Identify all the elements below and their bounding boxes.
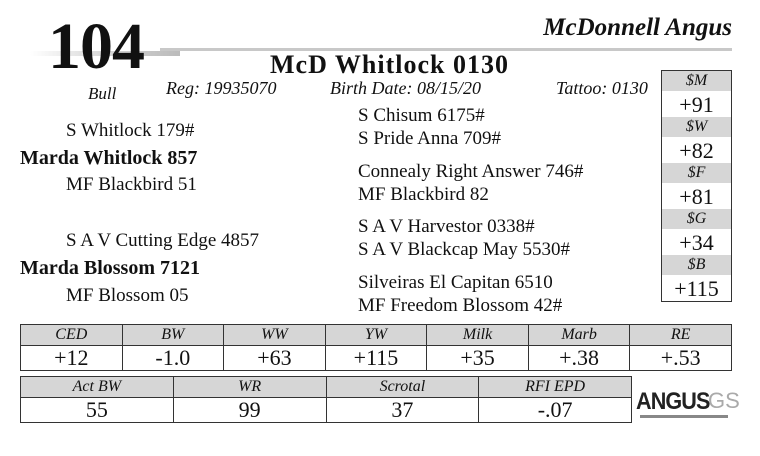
dam-dam: MF Blossom 05 <box>66 285 189 306</box>
perf-value-rfi-epd: -.07 <box>479 398 632 423</box>
epd-value-re: +.53 <box>630 346 732 371</box>
epd-label-milk: Milk <box>427 325 529 346</box>
epd-value-milk: +35 <box>427 346 529 371</box>
epd-table <box>20 324 732 371</box>
perf-label-wr: WR <box>173 377 326 398</box>
epd-value-bw: -1.0 <box>122 346 224 371</box>
perf-label-act-bw: Act BW <box>21 377 174 398</box>
epd-label-re: RE <box>630 325 732 346</box>
dam-sire: S A V Cutting Edge 4857 <box>66 230 260 251</box>
dollar-value-w: +82 <box>679 138 714 163</box>
sire-sire: S Whitlock 179# <box>66 120 195 141</box>
tattoo: Tattoo: 0130 <box>556 78 648 98</box>
ped-right-4: MF Blackbird 82 <box>358 184 489 205</box>
animal-name: McD Whitlock 0130 <box>270 50 509 79</box>
epd-value-ced: +12 <box>21 346 123 371</box>
performance-header-row <box>21 377 632 398</box>
farm-name: McDonnell Angus <box>543 14 732 41</box>
epd-value-ww: +63 <box>224 346 326 371</box>
epd-label-ced: CED <box>21 325 123 346</box>
perf-value-wr: 99 <box>173 398 326 423</box>
dollar-value-b: +115 <box>674 276 719 301</box>
dollar-value-f: +81 <box>679 184 714 209</box>
perf-value-scrotal: 37 <box>326 398 479 423</box>
dollar-value-g: +34 <box>679 230 714 255</box>
epd-label-ww: WW <box>224 325 326 346</box>
sex-label: Bull <box>88 84 117 103</box>
dollar-label-m: $M <box>662 71 731 91</box>
dam: Marda Blossom 7121 <box>20 257 200 279</box>
performance-value-row <box>21 398 632 423</box>
performance-table <box>20 376 632 423</box>
ped-right-5: S A V Harvestor 0338# <box>358 216 535 237</box>
dollar-value-m: +91 <box>679 92 714 117</box>
ped-right-7: Silveiras El Capitan 6510 <box>358 272 553 293</box>
dollar-index-column <box>661 70 732 302</box>
dollar-label-w: $W <box>662 117 731 137</box>
ped-right-1: S Chisum 6175# <box>358 105 485 126</box>
epd-label-bw: BW <box>122 325 224 346</box>
perf-label-rfi-epd: RFI EPD <box>479 377 632 398</box>
ped-right-6: S A V Blackcap May 5530# <box>358 239 570 260</box>
ped-right-8: MF Freedom Blossom 42# <box>358 295 563 316</box>
birth-date: Birth Date: 08/15/20 <box>330 78 481 98</box>
logo-angus-text: ANGUS <box>636 388 710 415</box>
ped-right-2: S Pride Anna 709# <box>358 128 502 149</box>
epd-header-row <box>21 325 732 346</box>
epd-value-marb: +.38 <box>528 346 630 371</box>
epd-label-marb: Marb <box>528 325 630 346</box>
registration-number: Reg: 19935070 <box>166 78 277 98</box>
perf-label-scrotal: Scrotal <box>326 377 479 398</box>
dollar-label-b: $B <box>662 255 731 275</box>
logo-underline <box>640 415 728 418</box>
dollar-label-f: $F <box>662 163 731 183</box>
dollar-label-g: $G <box>662 209 731 229</box>
ped-right-3: Connealy Right Answer 746# <box>358 161 584 182</box>
perf-value-act-bw: 55 <box>21 398 174 423</box>
lot-number: 104 <box>48 10 144 83</box>
angus-gs-logo <box>636 386 740 422</box>
logo-gs-text: GS <box>708 388 740 413</box>
sire: Marda Whitlock 857 <box>20 147 198 169</box>
epd-value-yw: +115 <box>325 346 427 371</box>
epd-value-row <box>21 346 732 371</box>
epd-label-yw: YW <box>325 325 427 346</box>
sire-dam: MF Blackbird 51 <box>66 174 197 195</box>
